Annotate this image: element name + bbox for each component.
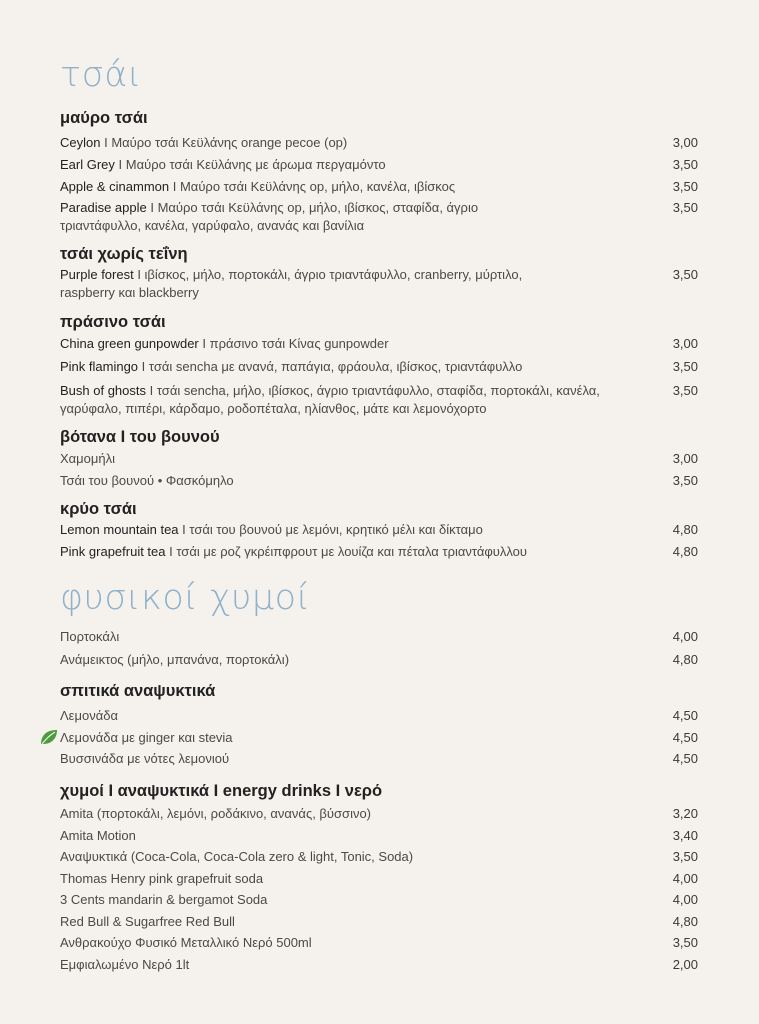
- menu-item: Amita Motion 3,40: [60, 828, 698, 843]
- item-price: 3,50: [672, 179, 698, 194]
- item-price: 4,50: [672, 730, 698, 745]
- heading-homemade-drinks: σπιτικά αναψυκτικά: [60, 682, 216, 700]
- menu-item: Earl Grey I Μαύρο τσάι Κεϋλάνης με άρωμα περγαμόντο 3,50: [60, 157, 698, 172]
- menu-item: Χαμομήλι 3,00: [60, 451, 698, 466]
- item-price: 3,50: [672, 849, 698, 864]
- menu-item: Ceylon I Μαύρο τσάι Κεϋλάνης orange pecoe (op) 3,00: [60, 135, 698, 150]
- menu-item: Amita (πορτοκάλι, λεμόνι, ροδάκινο, ανανάς, βύσσινο) 3,20: [60, 806, 698, 821]
- item-price: 3,50: [672, 383, 698, 398]
- item-price: 3,50: [672, 157, 698, 172]
- heading-iced-tea: κρύο τσάι: [60, 500, 137, 518]
- item-price: 3,50: [672, 473, 698, 488]
- section-title-tea: τσάι: [60, 55, 142, 95]
- menu-item: Lemon mountain tea I τσάι του βουνού με λεμόνι, κρητικό μέλι και δίκταμο 4,80: [60, 522, 698, 537]
- menu-item: China green gunpowder I πράσινο τσάι Κίνας gunpowder 3,00: [60, 336, 698, 351]
- section-title-juices: φυσικοί χυμοί: [60, 578, 311, 618]
- heading-caffeine-free-tea: τσάι χωρίς τεΐνη: [60, 245, 188, 263]
- menu-item: Bush of ghosts I τσάι sencha, μήλο, ιβίσκος, άγριο τριαντάφυλλο, σταφίδα, πορτοκάλι, κανέλα, γαρύφαλο, πιπέρι, κάρδαμο, ροδοπέταλα, ηλίανθος, μάτε και λεμονόχορτο 3,50: [60, 383, 698, 416]
- menu-item: Purple forest I ιβίσκος, μήλο, πορτοκάλι, άγριο τριαντάφυλλο, cranberry, μύρτιλο, raspberry και blackberry 3,50: [60, 267, 698, 300]
- item-price: 4,50: [672, 708, 698, 723]
- heading-black-tea: μαύρο τσάι: [60, 109, 148, 127]
- leaf-icon: [39, 729, 58, 746]
- item-price: 4,80: [672, 522, 698, 537]
- heading-herbs: βότανα I του βουνού: [60, 428, 220, 446]
- menu-item: Ανάμεικτος (μήλο, μπανάνα, πορτοκάλι) 4,80: [60, 652, 698, 667]
- item-price: 4,80: [672, 544, 698, 559]
- item-price: 4,50: [672, 751, 698, 766]
- menu-item: Pink flamingo I τσάι sencha με ανανά, παπάγια, φράουλα, ιβίσκος, τριαντάφυλλο 3,50: [60, 359, 698, 374]
- item-price: 4,80: [672, 652, 698, 667]
- item-price: 3,50: [672, 200, 698, 215]
- heading-green-tea: πράσινο τσάι: [60, 313, 166, 331]
- menu-item: Ανθρακούχο Φυσικό Μεταλλικό Νερό 500ml 3,50: [60, 935, 698, 950]
- menu-item: Paradise apple I Μαύρο τσάι Κεϋλάνης op, μήλο, ιβίσκος, σταφίδα, άγριο τριαντάφυλλο, κανέλα, γαρύφαλο, ανανάς και βανίλια 3,50: [60, 200, 698, 233]
- menu-item: Apple & cinammon I Μαύρο τσάι Κεϋλάνης op, μήλο, κανέλα, ιβίσκος 3,50: [60, 179, 698, 194]
- menu-item: Λεμονάδα με ginger και stevia 4,50: [60, 730, 698, 745]
- item-price: 4,80: [672, 914, 698, 929]
- menu-item: Pink grapefruit tea I τσάι με ροζ γκρέιπφρουτ με λουίζα και πέταλα τριαντάφυλλου 4,80: [60, 544, 698, 559]
- item-price: 4,00: [672, 871, 698, 886]
- item-price: 3,50: [672, 935, 698, 950]
- item-price: 3,20: [672, 806, 698, 821]
- menu-item: Thomas Henry pink grapefruit soda 4,00: [60, 871, 698, 886]
- heading-soft-drinks: χυμοί I αναψυκτικά I energy drinks I νερό: [60, 782, 383, 800]
- menu-item: Red Bull & Sugarfree Red Bull 4,80: [60, 914, 698, 929]
- menu-item: Αναψυκτικά (Coca-Cola, Coca-Cola zero & light, Tonic, Soda) 3,50: [60, 849, 698, 864]
- item-price: 3,00: [672, 135, 698, 150]
- menu-item: 3 Cents mandarin & bergamot Soda 4,00: [60, 892, 698, 907]
- menu-item: Εμφιαλωμένο Νερό 1lt 2,00: [60, 957, 698, 972]
- item-price: 3,40: [672, 828, 698, 843]
- menu-item: Τσάι του βουνού • Φασκόμηλο 3,50: [60, 473, 698, 488]
- item-price: 3,50: [672, 267, 698, 282]
- item-price: 2,00: [672, 957, 698, 972]
- item-price: 3,50: [672, 359, 698, 374]
- menu-item: Πορτοκάλι 4,00: [60, 629, 698, 644]
- item-price: 4,00: [672, 892, 698, 907]
- menu-item: Λεμονάδα 4,50: [60, 708, 698, 723]
- item-price: 3,00: [672, 336, 698, 351]
- item-price: 3,00: [672, 451, 698, 466]
- menu-item: Βυσσινάδα με νότες λεμονιού 4,50: [60, 751, 698, 766]
- item-price: 4,00: [672, 629, 698, 644]
